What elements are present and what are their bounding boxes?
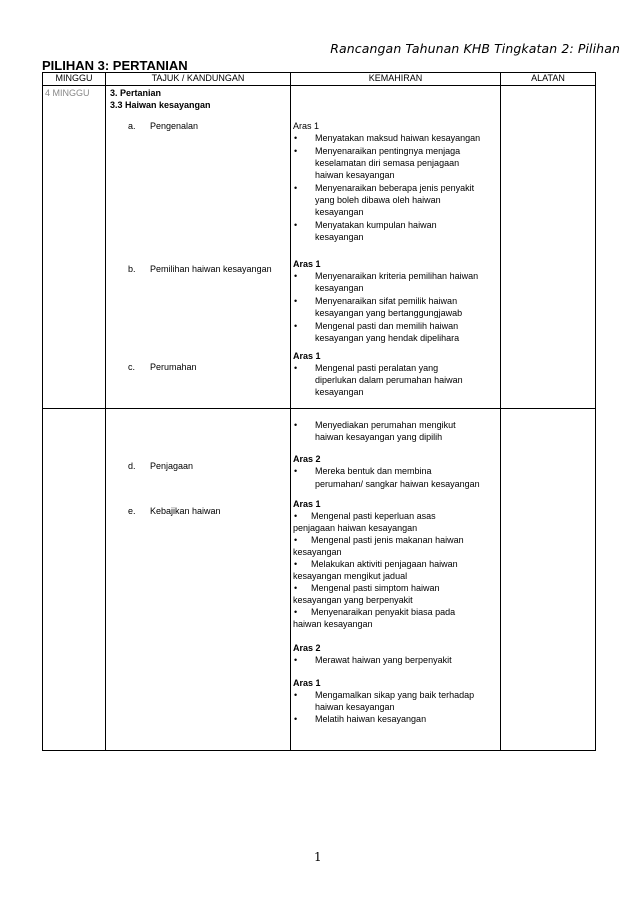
section-title: PILIHAN 3: PERTANIAN <box>42 58 188 73</box>
bullet: • <box>294 133 298 143</box>
skill-line: keselamatan diri semasa penjagaan <box>315 158 460 168</box>
skill-line: kesayangan <box>293 547 342 557</box>
skill-line: Menyatakan maksud haiwan kesayangan <box>315 133 481 143</box>
skill-line: Menyediakan perumahan mengikut <box>315 420 456 430</box>
skill-line: kesayangan <box>315 283 364 293</box>
skill-line: diperlukan dalam perumahan haiwan <box>315 375 463 385</box>
aras-label: Aras 1 <box>293 678 321 688</box>
skill-line: kesayangan <box>315 387 364 397</box>
item-pemilihan: Pemilihan haiwan kesayangan <box>150 264 272 274</box>
skill-line: Mengenal pasti peralatan yang <box>315 363 439 373</box>
page-number: 1 <box>314 850 322 864</box>
col-header-minggu: MINGGU <box>43 73 106 86</box>
alatan-cell <box>501 86 596 409</box>
item-letter: a. <box>128 121 136 131</box>
skill-line: Mengenal pasti keperluan asas <box>311 511 436 521</box>
aras-label: Aras 1 <box>293 351 321 361</box>
skill-line: Mengenal pasti simptom haiwan <box>311 583 440 593</box>
bullet: • <box>294 183 298 193</box>
bullet: • <box>294 420 298 430</box>
tajuk-cell <box>106 409 291 751</box>
bullet: • <box>294 271 298 281</box>
subtopic-title: 3.3 Haiwan kesayangan <box>110 100 211 110</box>
skill-line: haiwan kesayangan yang dipilih <box>315 432 443 442</box>
skill-line: haiwan kesayangan <box>315 702 395 712</box>
table-row <box>43 409 596 751</box>
kemahiran-cell <box>291 86 501 409</box>
alatan-cell <box>501 409 596 751</box>
skill-line: Menyenaraikan beberapa jenis penyakit <box>315 183 475 193</box>
bullet: • <box>294 655 298 665</box>
skill-line: Menyenaraikan penyakit biasa pada <box>311 607 456 617</box>
col-header-kemahiran: KEMAHIRAN <box>291 73 501 86</box>
skill-line: haiwan kesayangan <box>293 619 373 629</box>
bullet: • <box>294 583 298 593</box>
skill-line: Mengenal pasti dan memilih haiwan <box>315 321 459 331</box>
skill-line: kesayangan <box>315 232 364 242</box>
item-penjagaan: Penjagaan <box>150 461 194 471</box>
skill-line: kesayangan mengikut jadual <box>293 571 408 581</box>
bullet: • <box>294 535 298 545</box>
bullet: • <box>294 714 298 724</box>
aras-label: Aras 2 <box>293 643 321 653</box>
aras-label: Aras 1 <box>293 499 321 509</box>
document-header: Rancangan Tahunan KHB Tingkatan 2: Pilihan <box>330 41 620 56</box>
skill-line: Mengamalkan sikap yang baik terhadap <box>315 690 475 700</box>
skill-line: perumahan/ sangkar haiwan kesayangan <box>315 479 480 489</box>
col-header-tajuk: TAJUK / KANDUNGAN <box>106 73 291 86</box>
aras-label: Aras 1 <box>293 121 320 131</box>
item-letter: c. <box>128 362 136 372</box>
bullet: • <box>294 321 298 331</box>
bullet: • <box>294 690 298 700</box>
bullet: • <box>294 146 298 156</box>
skill-line: Melatih haiwan kesayangan <box>315 714 427 724</box>
bullet: • <box>294 559 298 569</box>
item-pengenalan: Pengenalan <box>150 121 199 131</box>
table-header-row <box>43 73 596 86</box>
tajuk-cell <box>106 86 291 409</box>
skill-line: Menyatakan kumpulan haiwan <box>315 220 437 230</box>
skill-line: Menyenaraikan kriteria pemilihan haiwan <box>315 271 479 281</box>
skill-line: Menyenaraikan pentingnya menjaga <box>315 146 461 156</box>
minggu-cell <box>43 86 106 409</box>
bullet: • <box>294 607 298 617</box>
table-row <box>43 86 596 409</box>
skill-line: kesayangan <box>315 207 364 217</box>
minggu-cell <box>43 409 106 751</box>
bullet: • <box>294 220 298 230</box>
kemahiran-cell <box>291 409 501 751</box>
skill-line: haiwan kesayangan <box>315 170 395 180</box>
item-letter: d. <box>128 461 136 471</box>
topic-title: 3. Pertanian <box>110 88 162 98</box>
skill-line: yang boleh dibawa oleh haiwan <box>315 195 441 205</box>
skill-line: Menyenaraikan sifat pemilik haiwan <box>315 296 458 306</box>
col-header-alatan: ALATAN <box>501 73 596 86</box>
curriculum-table <box>42 72 596 751</box>
skill-line: kesayangan yang hendak dipelihara <box>315 333 460 343</box>
minggu-value: 4 MINGGU <box>45 88 90 98</box>
skill-line: kesayangan yang berpenyakit <box>293 595 413 605</box>
skill-line: Merawat haiwan yang berpenyakit <box>315 655 452 665</box>
item-letter: e. <box>128 506 136 516</box>
bullet: • <box>294 511 298 521</box>
item-kebajikan: Kebajikan haiwan <box>150 506 221 516</box>
skill-line: kesayangan yang bertanggungjawab <box>315 308 463 318</box>
aras-label: Aras 1 <box>293 259 321 269</box>
aras-label: Aras 2 <box>293 454 321 464</box>
item-letter: b. <box>128 264 136 274</box>
skill-line: penjagaan haiwan kesayangan <box>293 523 418 533</box>
bullet: • <box>294 296 298 306</box>
bullet: • <box>294 363 298 373</box>
bullet: • <box>294 466 298 476</box>
skill-line: Melakukan aktiviti penjagaan haiwan <box>311 559 458 569</box>
item-perumahan: Perumahan <box>150 362 197 372</box>
skill-line: Mereka bentuk dan membina <box>315 466 432 476</box>
skill-line: Mengenal pasti jenis makanan haiwan <box>311 535 464 545</box>
